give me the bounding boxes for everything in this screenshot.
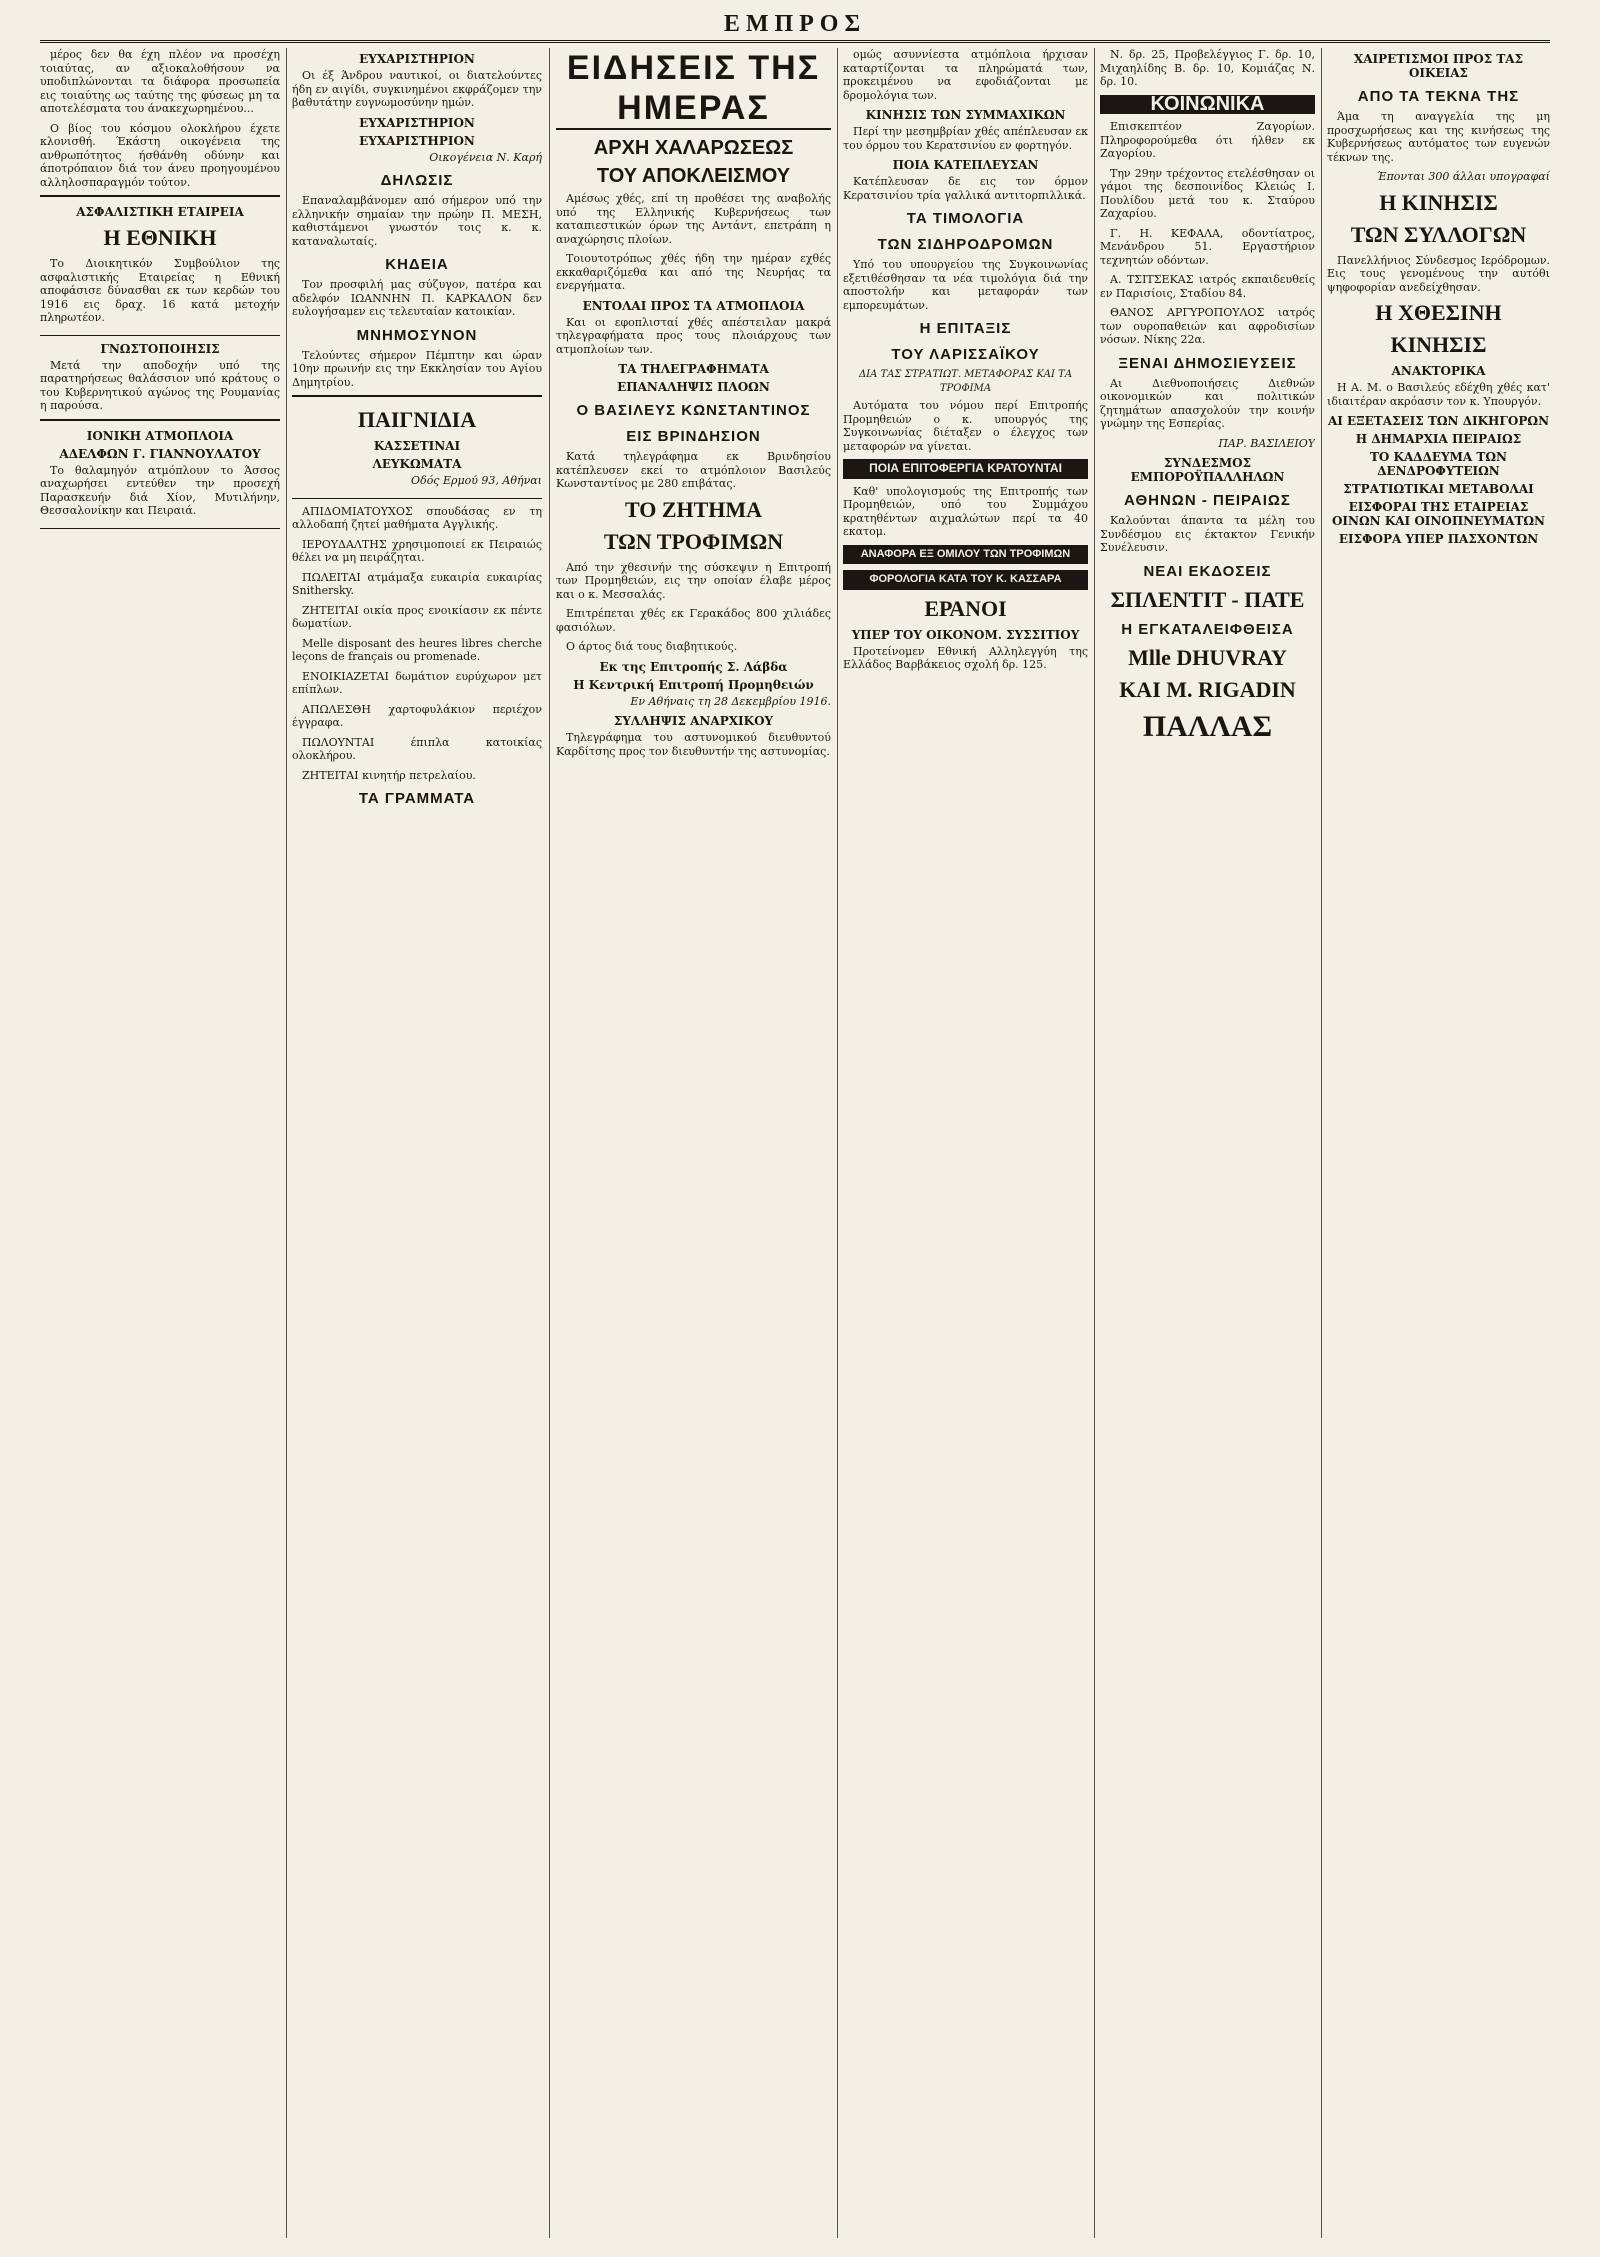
article-paragraph: Περί την μεσημβρίαν χθές απέπλευσαν εκ του όρμου του Κερατσινίου εν φορτηγόν. (843, 125, 1088, 152)
article-paragraph: ομώς ασυννίεστα ατμόπλοια ήρχισαν καταρτίζονται τα πληρώματά των, προκειμένου να εφοδιάζονται με δρομολόγια των. (843, 48, 1088, 102)
section-heading: ΕΥΧΑΡΙΣΤΗΡΙΟΝ (359, 52, 475, 66)
article-paragraph: Την 29ην τρέχοντος ετελέσθησαν οι γάμοι της δεσποινίδος Κλειώς Ι. Πουλίδου μετά του κ. Σταύρου Ζαχαρίου. (1100, 166, 1315, 220)
article-paragraph: Άμα τη αναγγελία της μη προσχωρήσεως και της κινήσεως της Κυβερνήσεως αυτόματος των ευγενών τέκνων της. (1327, 110, 1550, 164)
article-paragraph: Καθ' υπολογισμούς της Επιτροπής των Προμηθειών, υπό του Συμμάχου κρατηθέντων αιχμαλώτων περί τα 40 εκατομ. (843, 484, 1088, 538)
section-heading: Η ΕΓΚΑΤΑΛΕΙΦΘΕΙΣΑ (1121, 620, 1294, 638)
classified-ad: ΑΠΙΔΟΜΙΑΤΟΥΧΟΣ σπουδάσας εν τη αλλοδαπή ζητεί μαθήματα Αγγλικής. (292, 504, 542, 531)
column-3 (556, 48, 831, 2238)
display-heading: ΕΡΑΝΟΙ (924, 595, 1007, 621)
display-heading: Η ΧΘΕΣΙΝΗ (1375, 300, 1502, 325)
section-subheading: Η Κεντρική Επιτροπή Προμηθειών (573, 677, 814, 692)
section-banner: ΦΟΡΟΛΟΓΙΑ ΚΑΤΑ ΤΟΥ Κ. ΚΑΣΣΑΡΑ (843, 570, 1088, 590)
article-paragraph: Προτείνομεν Εθνική Αλληλεγγύη της Ελλάδος Βαρβάκειος σχολή δρ. 125. (843, 644, 1088, 671)
section-heading: ΞΕΝΑΙ ΔΗΜΟΣΙΕΥΣΕΙΣ (1118, 354, 1297, 372)
section-subheading: ΤΟ ΚΑΔΔΕΥΜΑ ΤΩΝ ΔΕΝΔΡΟΦΥΤΕΙΩΝ (1370, 450, 1507, 478)
section-subheading: ΥΠΕΡ ΤΟΥ ΟΙΚΟΝΟΜ. ΣΥΣΣΙΤΙΟΥ (851, 627, 1080, 642)
article-paragraph: Αυτόματα του νόμου περί Επιτροπής Προμηθειών ο κ. υπουργός της Συγκοινωνίας διέταξεν ο έλεγχος των μεταφορών να γίνεται. (843, 399, 1088, 453)
article-paragraph: Επιτρέπεται χθές εκ Γερακάδος 800 χιλιάδες φασιόλων. (556, 607, 831, 634)
section-heading: ΓΝΩΣΤΟΠΟΙΗΣΙΣ (100, 341, 220, 356)
section-heading: ΕΥΧΑΡΙΣΤΗΡΙΟΝ (359, 115, 475, 130)
signature: ΠΑΡ. ΒΑΣΙΛΕΙΟΥ (1218, 436, 1315, 450)
section-heading: ΑΘΗΝΩΝ - ΠΕΙΡΑΙΩΣ (1124, 492, 1291, 509)
section-heading: ΑΣΦΑΛΙΣΤΙΚΗ ΕΤΑΙΡΕΙΑ (76, 205, 244, 219)
news-banner: ΕΙΔΗΣΕΙΣ ΤΗΣ ΗΜΕΡΑΣ (556, 48, 831, 130)
article-paragraph: Επισκεπτέον Ζαγορίων. Πληροφορούμεθα ότι ήλθεν εκ Ζαγορίου. (1100, 120, 1315, 160)
display-heading: ΤΩΝ ΤΡΟΦΙΜΩΝ (603, 528, 784, 554)
article-paragraph: Αι Διεθνοποιήσεις Διεθνών οικονομικών και πολιτικών ζητημάτων απασχολούν την κοινήν γνώμην της Εσπερίας. (1100, 376, 1315, 430)
section-heading: ΚΗΔΕΙΑ (385, 256, 449, 273)
masthead (40, 8, 1550, 43)
article-paragraph: Ο άρτος διά τους διαβητικούς. (566, 640, 738, 653)
section-subheading: ΚΙΝΗΣΙΣ ΤΩΝ ΣΥΜΜΑΧΙΚΩΝ (865, 108, 1066, 122)
classified-ad: Α. ΤΣΙΤΣΕΚΑΣ ιατρός εκπαιδευθείς εν Παρισίοις, Σταδίου 84. (1100, 273, 1315, 300)
column-rule (837, 48, 838, 2238)
classified-ad: Γ. Η. ΚΕΦΑΛΑ, οδοντίατρος, Μενάνδρου 51. Εργαστήριον τεχνητών οδόντων. (1100, 226, 1315, 267)
signature: Εν Αθήναις τη 28 Δεκεμβρίου 1916. (630, 694, 831, 708)
section-subheading: ΕΠΑΝΑΛΗΨΙΣ ΠΛΟΩΝ (617, 380, 770, 394)
display-heading: ΣΠΛΕΝΤΙΤ - ΠΑΤΕ (1110, 586, 1305, 612)
column-5 (1100, 48, 1315, 2238)
display-heading: ΤΟ ΖΗΤΗΜΑ (624, 496, 763, 522)
classified-ad: Melle disposant des heures libres cherche leçons de français ou promenade. (292, 636, 542, 663)
article-paragraph: Η Α. Μ. ο Βασιλεύς εδέχθη χθές κατ' ιδιαιτέραν ακρόασιν τον κ. Υπουργόν. (1327, 381, 1550, 408)
column-rule (1321, 48, 1322, 2238)
insurance-notice (40, 195, 280, 336)
display-heading: ΚΙΝΗΣΙΣ (1390, 332, 1487, 357)
display-heading: ΤΩΝ ΣΥΛΛΟΓΩΝ (1350, 221, 1527, 247)
section-subheading: ΤΑ ΤΗΛΕΓΡΑΦΗΜΑΤΑ (618, 362, 769, 376)
signature: Οικογένεια Ν. Καρή (429, 150, 542, 164)
section-subheading: ΠΟΙΑ ΚΑΤΕΠΛΕΥΣΑΝ (892, 158, 1039, 172)
article-paragraph: Καλούνται άπαντα τα μέλη του Συνδέσμου εις έκτακτον Γενικήν Συνέλευσιν. (1100, 514, 1315, 554)
article-paragraph: Από την χθεσινήν της σύσκεψιν η Επιτροπή των Προμηθειών, εις την οποίαν έλαβε μέρος και ο κ. Μεσσαλάς. (556, 560, 831, 601)
column-4 (843, 48, 1088, 2238)
section-subheading: Εκ της Επιτροπής Σ. Λάβδα (599, 659, 788, 674)
article-paragraph: Τοιουτοτρόπως χθές ήδη την ημέραν εχθές εκκαθαριζόμεθα και από της Νευρήας τα ενεργήματα. (556, 252, 831, 292)
article-paragraph: Πανελλήνιος Σύνδεσμος Ιερόδρομων. Εις τους γενομένους την αυτόθι ψηφοφορίαν ανεδείχθησαν. (1327, 253, 1550, 294)
newspaper-title: ΕΜΠΡΟΣ (723, 11, 867, 37)
column-1 (40, 48, 280, 2238)
section-subheading: ΛΕΥΚΩΜΑΤΑ (372, 457, 462, 471)
classified-ad: ΠΩΛΕΙΤΑΙ ατμάμαξα ευκαιρία ευκαιρίας Snithersky. (292, 570, 542, 597)
article-paragraph: Τηλεγράφημα του αστυνομικού διευθυντού Καρδίτσης προς τον διευθυντήν της αστυνομίας. (556, 731, 831, 758)
section-subheading: ΑΔΕΛΦΩΝ Γ. ΓΙΑΝΝΟΥΛΑΤΟΥ (59, 446, 261, 461)
section-subheading: ΑΙ ΕΞΕΤΑΣΕΙΣ ΤΩΝ ΔΙΚΗΓΟΡΩΝ (1327, 414, 1550, 428)
section-heading: ΔΗΛΩΣΙΣ (380, 172, 454, 189)
article-paragraph: μέρος δεν θα έχη πλέον να προσέχη τοιαύτας, αν αξιοκαλοθήσουν να υποδιπλώνονται τα διάφορα προσωπεία εις τοιαύτης ως ταύτης της φύσεως μη τα αποτελέσματα του άνακεχωρημένου... (40, 48, 280, 115)
section-heading: ΤΑ ΓΡΑΜΜΑΤΑ (358, 790, 476, 807)
column-rule (1094, 48, 1095, 2238)
section-banner: ΑΝΑΦΟΡΑ ΕΞ ΟΜΙΛΟΥ ΤΩΝ ΤΡΟΦΙΜΩΝ (843, 545, 1088, 565)
column-2 (292, 48, 542, 2238)
article-paragraph: Κατέπλευσαν δε εις τον όρμον Κερατσινίου τρία γαλλικά αντιτορπιλλικά. (843, 175, 1088, 202)
display-heading: ΠΑΙΓΝΙΔΙΑ (357, 407, 477, 432)
shop-address: Οδός Ερμού 93, Αθήναι (411, 474, 542, 487)
article-paragraph: Ο βίος του κόσμου ολοκλήρου έχετε κλονισθή. Έκάστη οικογένεια της ανθρωπότητος ήσθάνθη οδύνην και άποτρόπαιον διά τον άνευ προηγουμένου αλληλοσπαραγμόν τούτον. (40, 121, 280, 189)
section-subheading: ΕΙΣΦΟΡΑΙ ΤΗΣ ΕΤΑΙΡΕΙΑΣ ΟΙΝΩΝ ΚΑΙ ΟΙΝΟΠΝΕΥΜΑΤΩΝ (1331, 500, 1546, 528)
column-rule (286, 48, 287, 2238)
section-heading: ΙΟΝΙΚΗ ΑΤΜΟΠΛΟΙΑ (86, 428, 234, 443)
article-paragraph: Τον προσφιλή μας σύζυγον, πατέρα και αδελφόν ΙΩΑΝΝΗΝ Π. ΚΑΡΚΑΛΟΝ δεν ευλογήσαμεν εις τελευταίαν κατοικίαν. (292, 278, 542, 318)
section-subheading: ΕΙΣΦΟΡΑ ΥΠΕΡ ΠΑΣΧΟΝΤΩΝ (1338, 532, 1539, 546)
article-paragraph: Κατά τηλεγράφημα εκ Βρινδησίου κατέπλευσεν εκεί το ατμόπλοιον Βασιλεύς Κωνσταντίνος με 280 επιβάτας. (556, 450, 831, 490)
section-subheading: ΣΥΛΛΗΨΙΣ ΑΝΑΡΧΙΚΟΥ (613, 714, 774, 728)
classified-ad: ΠΩΛΟΥΝΤΑΙ έπιπλα κατοικίας ολοκλήρου. (292, 735, 542, 762)
lead-headline: ΑΡΧΗ ΧΑΛΑΡΩΣΕΩΣ (593, 137, 794, 159)
display-heading: ΠΑΛΛΑΣ (1142, 709, 1273, 743)
classified-ad: ΖΗΤΕΙΤΑΙ οικία προς ενοικίασιν εκ πέντε δωματίων. (292, 603, 542, 630)
section-subheading: ΔΙΑ ΤΑΣ ΣΤΡΑΤΙΩΤ. ΜΕΤΑΦΟΡΑΣ ΚΑΙ ΤΑ ΤΡΟΦΙΜΑ (858, 369, 1073, 394)
section-heading: ΕΙΣ ΒΡΙΝΔΗΣΙΟΝ (626, 428, 761, 445)
section-subheading: ΣΤΡΑΤΙΩΤΙΚΑΙ ΜΕΤΑΒΟΛΑΙ (1343, 482, 1534, 496)
article-paragraph: Μετά την αποδοχήν υπό της παρατηρήσεως θαλάσσιον υπό κράτους ο του Κυβερνητικού αγώνος της Ρουμανίας η παρούσα. (40, 358, 280, 412)
classified-ad: ΙΕΡΟΥΔΑΛΤΗΣ χρησιμοποιεί εκ Πειραιώς θέλει να μη πειράζηται. (292, 537, 542, 564)
classified-ad: ΕΝΟΙΚΙΑΖΕΤΑΙ δωμάτιον ευρύχωρον μετ επίπλων. (292, 669, 542, 696)
article-paragraph: Το Διοικητικόν Συμβούλιον της ασφαλιστικής Εταιρείας η Εθνική αποφάσισε δύνασθαι εκ των κερδών του 1916 εις δραχ. 16 κατά μετοχήν πληρωτέον. (40, 257, 280, 324)
section-subheading: ΧΑΙΡΕΤΙΣΜΟΙ ΠΡΟΣ ΤΑΣ ΟΙΚΕΙΑΣ (1353, 52, 1524, 80)
display-heading: Η ΚΙΝΗΣΙΣ (1379, 189, 1498, 215)
section-heading: ΕΥΧΑΡΙΣΤΗΡΙΟΝ (359, 133, 475, 148)
section-subheading: ΣΥΝΔΕΣΜΟΣ ΕΜΠΟΡΟΫΠΑΛΛΗΛΩΝ (1130, 456, 1285, 484)
section-subheading: ΕΝΤΟΛΑΙ ΠΡΟΣ ΤΑ ΑΤΜΟΠΛΟΙΑ (582, 298, 805, 313)
article-paragraph: Και οι εφοπλισταί χθές απέστειλαν μακρά τηλεγραφήματα προς τους πλοιάρχους των ατμοπλοίων των. (556, 315, 831, 356)
display-heading: KAI M. RIGADIN (1119, 676, 1296, 702)
article-paragraph: Επαναλαμβάνομεν από σήμερον υπό την ελληνικήν σημαίαν την πρώην Π. ΜΕΣΗ, καθιστάμενοι γνωστόν τοις κ. κ. καταναλωταίς. (292, 194, 542, 248)
column-6 (1327, 48, 1550, 2238)
signature: Έπονται 300 άλλαι υπογραφαί (1376, 170, 1550, 183)
article-paragraph: Ν. δρ. 25, Προβελέγγιος Γ. δρ. 10, Μιχαηλίδης Β. δρ. 10, Κομιάζας Ν. δρ. 10. (1100, 48, 1315, 88)
toy-ad (292, 395, 542, 499)
article-paragraph: Το θαλαμηγόν ατμόπλουν το Άσσος αναχωρήσει εντεύθεν την προσεχή Παρασκευήν διά Χίον, Μυτιλήνην, Θεσσαλονίκην και Πειραιά. (40, 463, 280, 517)
section-heading: Η ΕΠΙΤΑΞΙΣ (919, 320, 1012, 337)
ionian-ad (40, 419, 280, 529)
section-subheading: Η ΔΗΜΑΡΧΙΑ ΠΕΙΡΑΙΩΣ (1355, 432, 1522, 446)
section-heading: ΤΑ ΤΙΜΟΛΟΓΙΑ (906, 210, 1025, 227)
article-paragraph: Οι έξ Άνδρου ναυτικοί, οι διατελούντες ήδη εν αιγίδι, συγκινημένοι εκφράζομεν την βαθυτάτην ευγνωμοσύνην ημών. (292, 69, 542, 109)
section-subheading: ΑΝΑΚΤΟΡΙΚΑ (1391, 364, 1486, 378)
lead-headline: ΤΟΥ ΑΠΟΚΛΕΙΣΜΟΥ (596, 165, 791, 187)
section-heading: ΤΟΥ ΛΑΡΙΣΣΑΪΚΟΥ (891, 346, 1040, 363)
section-banner: ΠΟΙΑ ΕΠΙΤΟΦΕΡΓΙΑ ΚΡΑΤΟΥΝΤΑΙ (843, 459, 1088, 479)
classified-ad: ΖΗΤΕΙΤΑΙ κινητήρ πετρελαίου. (302, 768, 476, 782)
section-heading: Ο ΒΑΣΙΛΕΥΣ ΚΩΝΣΤΑΝΤΙΝΟΣ (576, 402, 811, 419)
column-rule (549, 48, 550, 2238)
article-paragraph: Υπό του υπουργείου της Συγκοινωνίας εξετιθέσθησαν τα νέα τιμολόγια διά την αποστολήν και μεταφοράν των εμπορευμάτων. (843, 258, 1088, 312)
section-banner: ΚΟΙΝΩΝΙΚΑ (1100, 95, 1315, 115)
display-heading: Η ΕΘΝΙΚΗ (103, 225, 217, 250)
display-heading: Mlle DHUVRAY (1128, 644, 1287, 670)
article-paragraph: Τελούντες σήμερον Πέμπτην και ώραν 10ην πρωινήν εις την Εκκλησίαν του Αγίου Δημητρίου. (292, 348, 542, 389)
classified-ad: ΘΑΝΟΣ ΑΡΓΥΡΟΠΟΥΛΟΣ ιατρός των ουροπαθειών και αφροδισίων νόσων. Νίκης 22α. (1100, 306, 1315, 346)
article-paragraph: Αμέσως χθές, επί τη προθέσει της αναβολής υπό της Ελληνικής Κυβερνήσεως των καταπιεστικών όρων της Αντάντ, επετράπη η αναχώρησις πλοίων. (556, 192, 831, 246)
section-subheading: ΚΑΣΣΕΤΙΝΑΙ (373, 439, 461, 453)
section-heading: ΝΕΑΙ ΕΚΔΟΣΕΙΣ (1143, 562, 1272, 580)
section-heading: ΤΩΝ ΣΙΔΗΡΟΔΡΟΜΩΝ (877, 236, 1054, 253)
classified-ad: ΑΠΩΛΕΣΘΗ χαρτοφυλάκιον περιέχον έγγραφα. (292, 702, 542, 729)
section-heading: ΑΠΟ ΤΑ ΤΕΚΝΑ ΤΗΣ (1357, 88, 1520, 105)
section-heading: ΜΝΗΜΟΣΥΝΟΝ (356, 326, 478, 344)
